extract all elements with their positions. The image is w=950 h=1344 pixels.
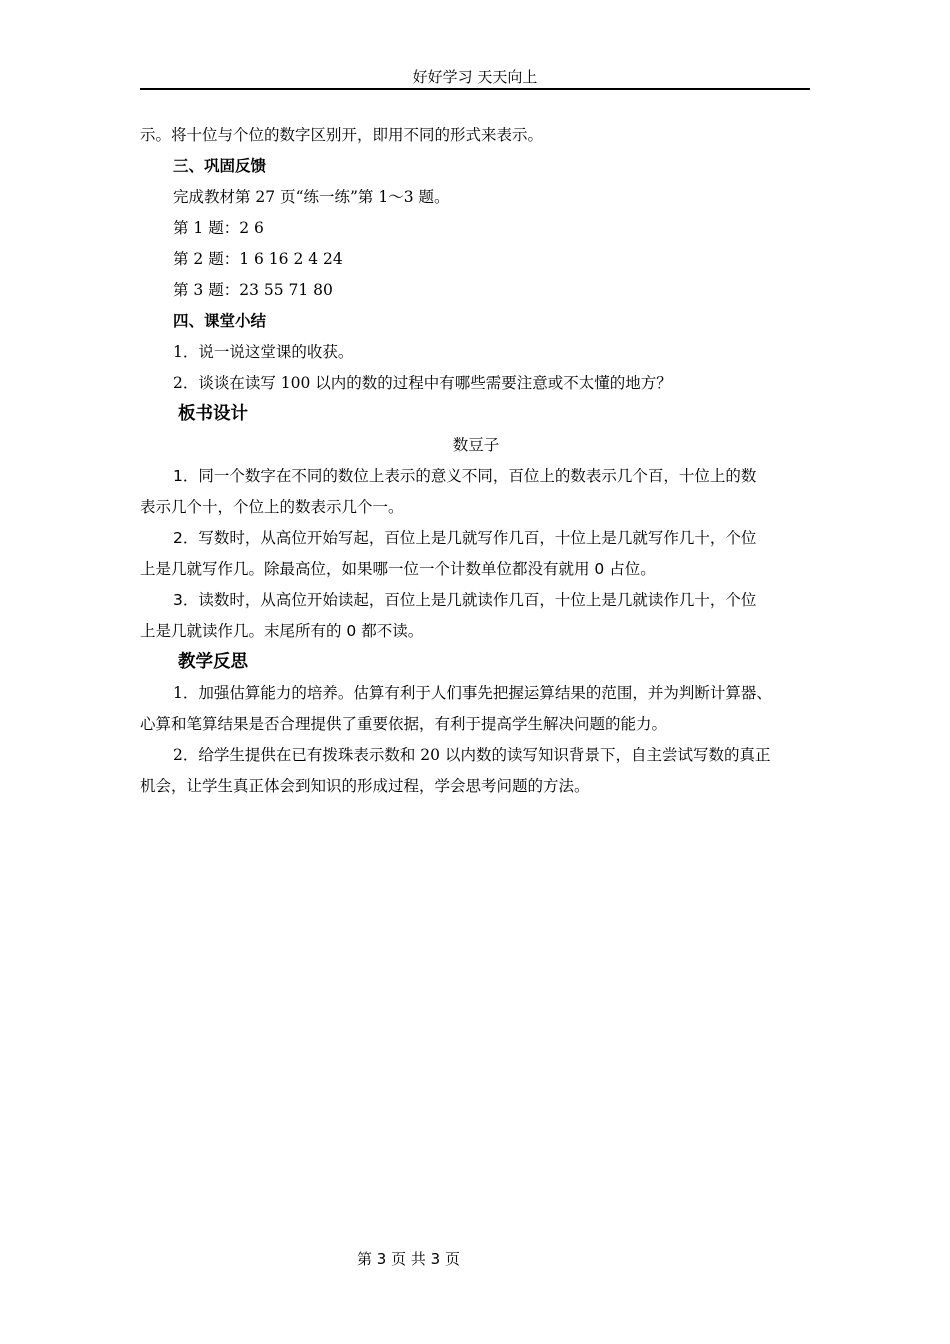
text-line: 2．谈谈在读写 100 以内的数的过程中有哪些需要注意或不太懂的地方？ — [173, 374, 672, 392]
board-item-line: 上是几就读作几。末尾所有的 0 都不读。 — [140, 622, 424, 640]
board-item-line: 1．同一个数字在不同的数位上表示的意义不同，百位上的数表示几个百，十位上的数 — [173, 467, 757, 485]
reflection-item — [140, 678, 812, 740]
board-item — [140, 461, 812, 523]
text-line: 完成教材第 27 页“练一练”第 1～3 题。 — [173, 188, 450, 206]
text-line: 1．说一说这堂课的收获。 — [173, 343, 354, 361]
text-line: 第 1 题：2 6 — [173, 219, 264, 237]
reflection-item-line: 机会，让学生真正体会到知识的形成过程，学会思考问题的方法。 — [140, 777, 590, 795]
section-heading-consolidation: 三、巩固反馈 — [173, 157, 267, 175]
board-item-line: 表示几个十，个位上的数表示几个一。 — [140, 498, 404, 516]
reflection-item-line: 心算和笔算结果是否合理提供了重要依据，有利于提高学生解决问题的能力。 — [140, 715, 668, 733]
reflection-item-line: 1．加强估算能力的培养。估算有利于人们事先把握运算结果的范围，并为判断计算器、 — [173, 684, 772, 702]
reflection-heading: 教学反思 — [178, 652, 248, 672]
page-header: 好好学习 天天向上 — [412, 68, 538, 86]
board-design-heading: 板书设计 — [178, 404, 248, 424]
board-item — [140, 585, 812, 647]
board-item-line: 上是几就写作几。除最高位，如果哪一位一个计数单位都没有就用 0 占位。 — [140, 560, 656, 578]
page-content — [140, 120, 812, 802]
section-heading-summary: 四、课堂小结 — [173, 312, 267, 330]
page-footer: 第 3 页 共 3 页 — [357, 1250, 460, 1268]
board-item — [140, 523, 812, 585]
header-rule — [140, 88, 810, 90]
board-title: 数豆子 — [452, 436, 500, 454]
reflection-item-line: 2．给学生提供在已有拨珠表示数和 20 以内数的读写知识背景下，自主尝试写数的真正 — [173, 746, 771, 764]
text-line: 示。将十位与个位的数字区别开，即用不同的形式来表示。 — [140, 126, 544, 144]
reflection-item — [140, 740, 812, 802]
text-line: 第 3 题：23 55 71 80 — [173, 281, 333, 299]
board-item-line: 3．读数时，从高位开始读起，百位上是几就读作几百，十位上是几就读作几十，个位 — [173, 591, 757, 609]
text-line: 第 2 题：1 6 16 2 4 24 — [173, 250, 343, 268]
board-item-line: 2．写数时，从高位开始写起，百位上是几就写作几百，十位上是几就写作几十，个位 — [173, 529, 757, 547]
